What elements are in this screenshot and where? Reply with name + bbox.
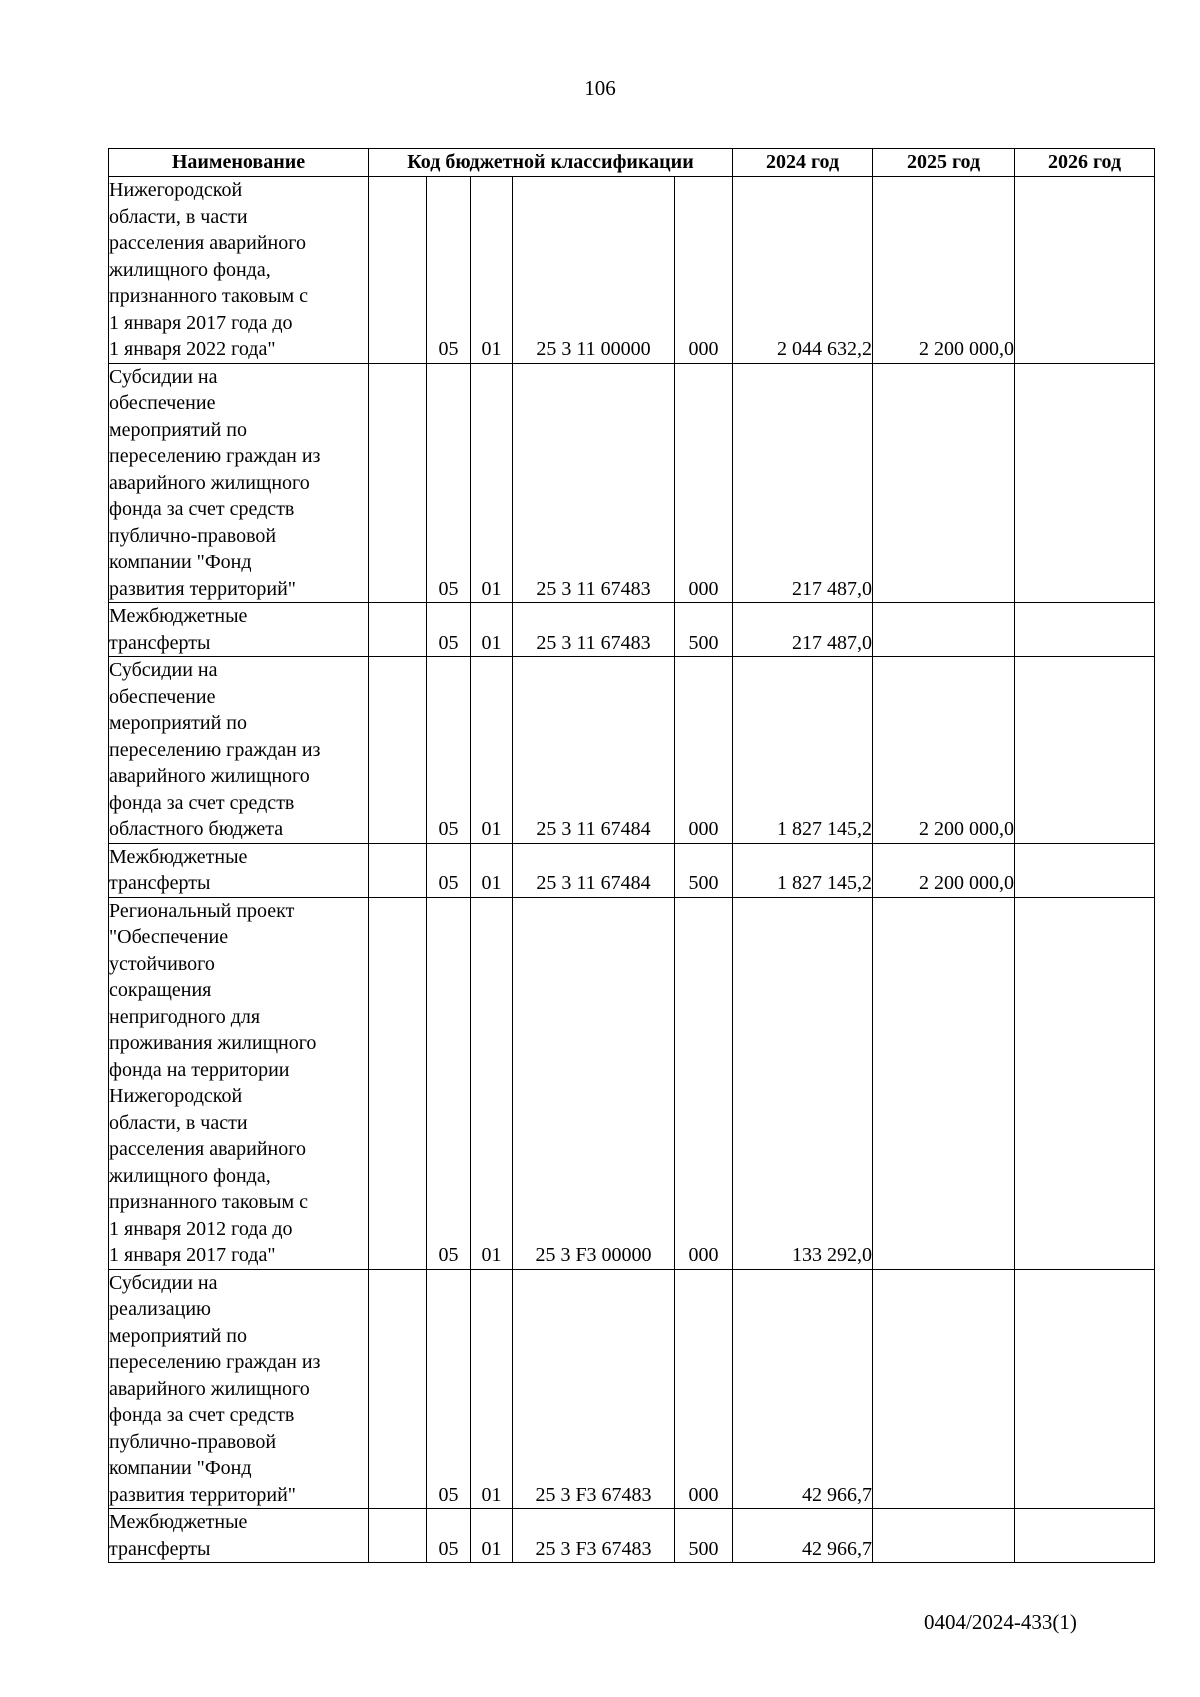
- row-amount-2025: 2 200 000,0: [873, 843, 1015, 897]
- row-amount-2024: 2 044 632,2: [733, 177, 873, 364]
- row-section-code: 05: [427, 177, 471, 364]
- row-target-article: 25 3 11 00000: [513, 177, 675, 364]
- row-amount-2025: [873, 1269, 1015, 1509]
- row-target-article: 25 3 11 67483: [513, 603, 675, 657]
- table-row: [109, 1509, 1155, 1563]
- table-row: [109, 843, 1155, 897]
- row-amount-2025: [873, 1509, 1015, 1563]
- row-blank-cell: [369, 177, 427, 364]
- row-amount-2025: [873, 603, 1015, 657]
- table-row: [109, 177, 1155, 364]
- header-2025: 2025 год: [873, 149, 1015, 177]
- row-amount-2025: 2 200 000,0: [873, 177, 1015, 364]
- document-code: 0404/2024-433(1): [924, 1610, 1077, 1634]
- row-subsection-code: 01: [471, 363, 513, 603]
- row-section-code: 05: [427, 1269, 471, 1509]
- table-row: [109, 657, 1155, 844]
- row-amount-2024: 42 966,7: [733, 1269, 873, 1509]
- row-name: Субсидии на обеспечение мероприятий по переселению граждан из аварийного жилищного фонда за счет средств публично-правовой компании "Фонд развития территорий": [109, 363, 369, 603]
- budget-table: [108, 148, 1155, 1563]
- row-amount-2026: [1015, 657, 1155, 844]
- row-name: Субсидии на обеспечение мероприятий по переселению граждан из аварийного жилищного фонда за счет средств областного бюджета: [109, 657, 369, 844]
- row-amount-2024: 217 487,0: [733, 363, 873, 603]
- table-body: [109, 177, 1155, 1563]
- table-row: [109, 363, 1155, 603]
- row-amount-2026: [1015, 603, 1155, 657]
- row-target-article: 25 3 F3 67483: [513, 1269, 675, 1509]
- row-expense-type: 000: [675, 363, 733, 603]
- row-section-code: 05: [427, 657, 471, 844]
- row-amount-2024: 1 827 145,2: [733, 843, 873, 897]
- row-amount-2024: 1 827 145,2: [733, 657, 873, 844]
- row-name: Нижегородской области, в части расселения аварийного жилищного фонда, признанного таковым с 1 января 2017 года до 1 января 2022 года": [109, 177, 369, 364]
- row-section-code: 05: [427, 897, 471, 1269]
- header-2024: 2024 год: [733, 149, 873, 177]
- row-name: Межбюджетные трансферты: [109, 843, 369, 897]
- row-amount-2024: 42 966,7: [733, 1509, 873, 1563]
- row-expense-type: 500: [675, 843, 733, 897]
- row-amount-2025: [873, 897, 1015, 1269]
- row-subsection-code: 01: [471, 1509, 513, 1563]
- header-row: [109, 149, 1155, 177]
- row-target-article: 25 3 11 67483: [513, 363, 675, 603]
- row-amount-2026: [1015, 897, 1155, 1269]
- row-amount-2024: 217 487,0: [733, 603, 873, 657]
- row-name: Региональный проект "Обеспечение устойчивого сокращения непригодного для проживания жилищного фонда на территории Нижегородской области, в части расселения аварийного жилищного фонда, признанного таковым с 1 января 2012 года до 1 января 2017 года": [109, 897, 369, 1269]
- row-blank-cell: [369, 363, 427, 603]
- header-2026: 2026 год: [1015, 149, 1155, 177]
- row-blank-cell: [369, 1509, 427, 1563]
- table-row: [109, 897, 1155, 1269]
- row-expense-type: 500: [675, 603, 733, 657]
- page-number: 106: [584, 76, 616, 100]
- row-target-article: 25 3 11 67484: [513, 657, 675, 844]
- row-subsection-code: 01: [471, 603, 513, 657]
- row-target-article: 25 3 F3 67483: [513, 1509, 675, 1563]
- table-row: [109, 1269, 1155, 1509]
- row-expense-type: 000: [675, 897, 733, 1269]
- row-amount-2026: [1015, 1509, 1155, 1563]
- row-amount-2026: [1015, 843, 1155, 897]
- row-subsection-code: 01: [471, 897, 513, 1269]
- row-section-code: 05: [427, 843, 471, 897]
- row-blank-cell: [369, 843, 427, 897]
- row-blank-cell: [369, 897, 427, 1269]
- row-amount-2026: [1015, 1269, 1155, 1509]
- row-amount-2025: 2 200 000,0: [873, 657, 1015, 844]
- row-name: Межбюджетные трансферты: [109, 1509, 369, 1563]
- row-amount-2024: 133 292,0: [733, 897, 873, 1269]
- row-amount-2026: [1015, 177, 1155, 364]
- row-expense-type: 000: [675, 177, 733, 364]
- row-target-article: 25 3 F3 00000: [513, 897, 675, 1269]
- row-subsection-code: 01: [471, 177, 513, 364]
- row-section-code: 05: [427, 1509, 471, 1563]
- row-section-code: 05: [427, 363, 471, 603]
- row-target-article: 25 3 11 67484: [513, 843, 675, 897]
- row-subsection-code: 01: [471, 1269, 513, 1509]
- row-expense-type: 000: [675, 657, 733, 844]
- row-expense-type: 500: [675, 1509, 733, 1563]
- row-name: Субсидии на реализацию мероприятий по переселению граждан из аварийного жилищного фонда за счет средств публично-правовой компании "Фонд развития территорий": [109, 1269, 369, 1509]
- header-code: Код бюджетной классификации: [369, 149, 733, 177]
- row-amount-2025: [873, 363, 1015, 603]
- row-name: Межбюджетные трансферты: [109, 603, 369, 657]
- row-expense-type: 000: [675, 1269, 733, 1509]
- row-subsection-code: 01: [471, 843, 513, 897]
- row-amount-2026: [1015, 363, 1155, 603]
- row-blank-cell: [369, 1269, 427, 1509]
- row-subsection-code: 01: [471, 657, 513, 844]
- row-blank-cell: [369, 603, 427, 657]
- row-blank-cell: [369, 657, 427, 844]
- table-row: [109, 603, 1155, 657]
- row-section-code: 05: [427, 603, 471, 657]
- header-name: Наименование: [109, 149, 369, 177]
